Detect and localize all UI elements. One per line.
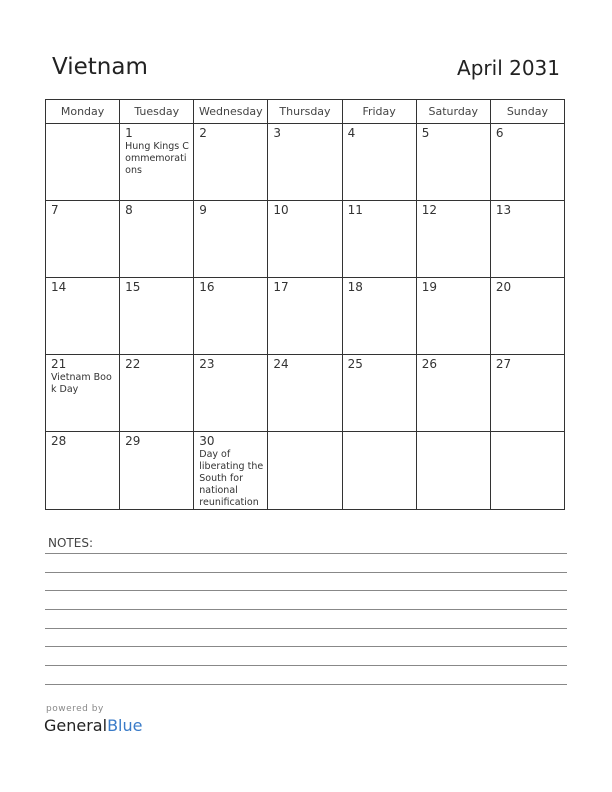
holiday-label: Vietnam Book Day bbox=[51, 372, 112, 395]
day-number: 24 bbox=[273, 357, 289, 371]
day-number: 2 bbox=[199, 126, 207, 140]
day-cell bbox=[120, 278, 194, 355]
day-number: 26 bbox=[421, 357, 437, 371]
day-cell bbox=[194, 124, 268, 201]
day-cell bbox=[120, 124, 194, 201]
day-cell bbox=[120, 355, 194, 432]
powered-by-text: powered by bbox=[46, 704, 104, 714]
month-title: April 2031 bbox=[457, 56, 560, 80]
holiday-label: Hung Kings Commemorations bbox=[125, 141, 189, 176]
day-number: 11 bbox=[347, 203, 363, 217]
day-cell bbox=[416, 201, 490, 278]
day-number: 13 bbox=[495, 203, 512, 217]
weekday-thursday: Thursday bbox=[268, 100, 342, 124]
note-line bbox=[45, 590, 567, 591]
day-cell bbox=[342, 278, 416, 355]
day-number: 28 bbox=[51, 434, 67, 448]
day-cell bbox=[416, 124, 490, 201]
day-number: 15 bbox=[125, 280, 141, 294]
day-number: 18 bbox=[347, 280, 363, 294]
day-number: 1 bbox=[125, 126, 133, 140]
day-cell bbox=[490, 355, 564, 432]
weekday-monday: Monday bbox=[46, 100, 120, 124]
day-number: 29 bbox=[125, 434, 141, 448]
weekday-header-row bbox=[46, 100, 565, 124]
day-number: 9 bbox=[199, 203, 207, 217]
day-cell bbox=[490, 278, 564, 355]
day-number: 25 bbox=[347, 357, 363, 371]
day-number: 4 bbox=[347, 126, 356, 140]
weekday-wednesday: Wednesday bbox=[194, 100, 268, 124]
weekday-tuesday: Tuesday bbox=[120, 100, 194, 124]
day-number: 8 bbox=[125, 203, 133, 217]
day-cell bbox=[416, 355, 490, 432]
day-cell bbox=[268, 201, 342, 278]
week-row bbox=[46, 432, 565, 510]
day-number: 22 bbox=[125, 357, 141, 371]
day-number: 5 bbox=[421, 126, 430, 140]
day-number: 23 bbox=[199, 357, 215, 371]
note-line bbox=[45, 684, 567, 685]
week-row bbox=[46, 124, 565, 201]
note-line bbox=[45, 572, 567, 573]
brand-logo bbox=[44, 716, 142, 735]
country-title: Vietnam bbox=[52, 54, 148, 80]
day-cell bbox=[120, 201, 194, 278]
day-cell bbox=[46, 432, 120, 510]
day-cell bbox=[194, 201, 268, 278]
day-number: 27 bbox=[495, 357, 512, 371]
day-cell bbox=[194, 432, 268, 510]
week-row bbox=[46, 355, 565, 432]
weekday-friday: Friday bbox=[342, 100, 416, 124]
calendar-grid bbox=[45, 99, 565, 510]
note-line bbox=[45, 628, 567, 629]
day-number: 17 bbox=[273, 280, 289, 294]
day-cell bbox=[490, 432, 564, 510]
day-number: 30 bbox=[199, 434, 215, 448]
day-cell bbox=[194, 278, 268, 355]
day-cell bbox=[416, 432, 490, 510]
day-cell bbox=[490, 201, 564, 278]
weekday-sunday: Sunday bbox=[490, 100, 564, 124]
day-number: 12 bbox=[421, 203, 437, 217]
note-line bbox=[45, 665, 567, 666]
note-line bbox=[45, 646, 567, 647]
day-cell bbox=[268, 278, 342, 355]
day-cell bbox=[268, 355, 342, 432]
holiday-label: Day of liberating the South for national reunification bbox=[199, 449, 264, 508]
day-number: 16 bbox=[199, 280, 215, 294]
day-number: 6 bbox=[495, 126, 504, 140]
day-number: 20 bbox=[495, 280, 512, 294]
day-cell bbox=[46, 355, 120, 432]
brand-general-text: General bbox=[44, 716, 108, 735]
week-row bbox=[46, 201, 565, 278]
day-number: 21 bbox=[51, 357, 67, 371]
day-cell bbox=[268, 432, 342, 510]
day-cell bbox=[194, 355, 268, 432]
day-number: 7 bbox=[51, 203, 59, 217]
day-number: 10 bbox=[273, 203, 289, 217]
day-cell bbox=[490, 124, 564, 201]
day-number: 3 bbox=[273, 126, 282, 140]
day-cell bbox=[268, 124, 342, 201]
day-cell bbox=[46, 201, 120, 278]
day-cell bbox=[342, 355, 416, 432]
day-cell bbox=[342, 201, 416, 278]
day-number: 19 bbox=[421, 280, 437, 294]
note-line bbox=[45, 609, 567, 610]
week-row bbox=[46, 278, 565, 355]
day-cell bbox=[342, 124, 416, 201]
note-line bbox=[45, 553, 567, 554]
day-number: 14 bbox=[51, 280, 67, 294]
day-cell bbox=[120, 432, 194, 510]
day-cell bbox=[416, 278, 490, 355]
day-cell bbox=[46, 124, 120, 201]
brand-blue-text: Blue bbox=[107, 716, 143, 735]
weekday-saturday: Saturday bbox=[416, 100, 490, 124]
notes-label: NOTES: bbox=[48, 536, 93, 550]
day-cell bbox=[46, 278, 120, 355]
day-cell bbox=[342, 432, 416, 510]
